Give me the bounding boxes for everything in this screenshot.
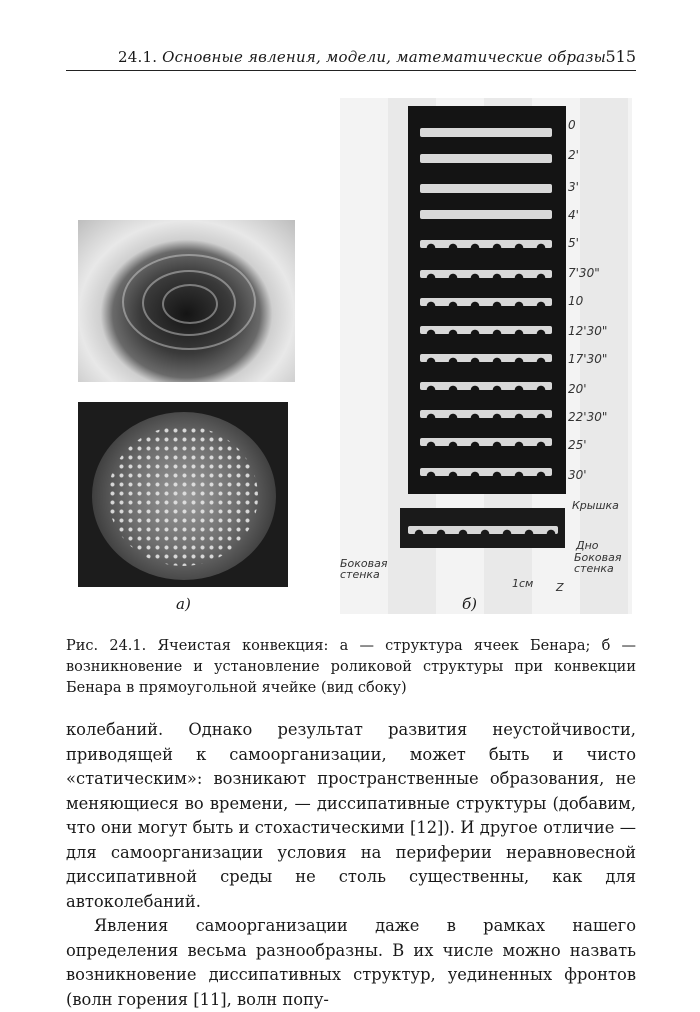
time-mark: 12'30"	[568, 324, 608, 338]
page-number: 515	[605, 47, 636, 66]
side-wall-right-label: Боковая стенка	[574, 551, 622, 575]
ring	[162, 284, 218, 324]
time-mark: 5'	[568, 236, 579, 250]
roll-row	[420, 382, 552, 390]
roll-row	[420, 154, 552, 163]
paragraph: колебаний. Однако результат развития неустойчивости, приводящей к самоорганизации, может быть и чисто «статическим»: возникают пространственные образования, не меняющиеся во времени, — диссипативные структуры (добавим, что они могут быть и стохастическими [12]). И другое отличие — для самоорганизации условия на периферии неравновесной диссипативной среды не столь существенны, как для автоколебаний.	[66, 720, 636, 911]
time-mark: 7'30"	[568, 266, 600, 280]
roll-row	[420, 326, 552, 334]
time-mark: 2'	[568, 148, 579, 162]
bottom-label: Дно	[576, 539, 599, 552]
scale-label: 1см	[512, 577, 534, 590]
side-wall-left-label: Боковая стенка	[340, 557, 388, 581]
roll-row	[420, 468, 552, 476]
figure-label-b: б)	[462, 595, 478, 613]
time-mark: 17'30"	[568, 352, 608, 366]
roll-row	[420, 298, 552, 306]
roll-row	[420, 184, 552, 193]
roll-row	[420, 438, 552, 446]
benard-cells-photo-top	[78, 402, 288, 587]
roll-structure-final	[400, 508, 565, 548]
time-mark: 20'	[568, 382, 587, 396]
time-mark: 30'	[568, 468, 587, 482]
figure-label-a: а)	[176, 595, 191, 613]
figure-caption: Рис. 24.1. Ячеистая конвекция: а — структура ячеек Бенара; б — возникновение и установление роликовой структуры при конвекции Бенара в прямоугольной ячейке (вид сбоку)	[66, 638, 636, 696]
running-header	[66, 44, 636, 71]
z-axis-label: Z	[556, 581, 564, 594]
roll-row	[420, 210, 552, 219]
section-title: Основные явления, модели, математические образы	[162, 48, 607, 66]
paragraph: Явления самоорганизации даже в рамках нашего определения весьма разнообразны. В их числе можно назвать возникновение диссипативных структур, уединенных фронтов (волн горения [11], волн попу-	[66, 916, 636, 1009]
header-title	[118, 48, 606, 66]
hexagonal-cells	[108, 426, 258, 566]
roll-structure-time-series	[408, 106, 566, 494]
roll-row	[420, 270, 552, 278]
benard-cells-photo-oblique	[78, 220, 295, 382]
time-mark: 4'	[568, 208, 579, 222]
roll-row	[408, 526, 558, 534]
time-mark: 22'30"	[568, 410, 608, 424]
time-mark: 10	[568, 294, 584, 308]
time-mark: 0	[568, 118, 576, 132]
time-mark: 3'	[568, 180, 579, 194]
roll-row	[420, 354, 552, 362]
roll-row	[420, 128, 552, 137]
time-mark: 25'	[568, 438, 587, 452]
roll-row	[420, 410, 552, 418]
body-text	[66, 718, 636, 1012]
lid-label: Крышка	[572, 499, 619, 512]
section-number: 24.1.	[118, 48, 158, 66]
roll-row	[420, 240, 552, 248]
